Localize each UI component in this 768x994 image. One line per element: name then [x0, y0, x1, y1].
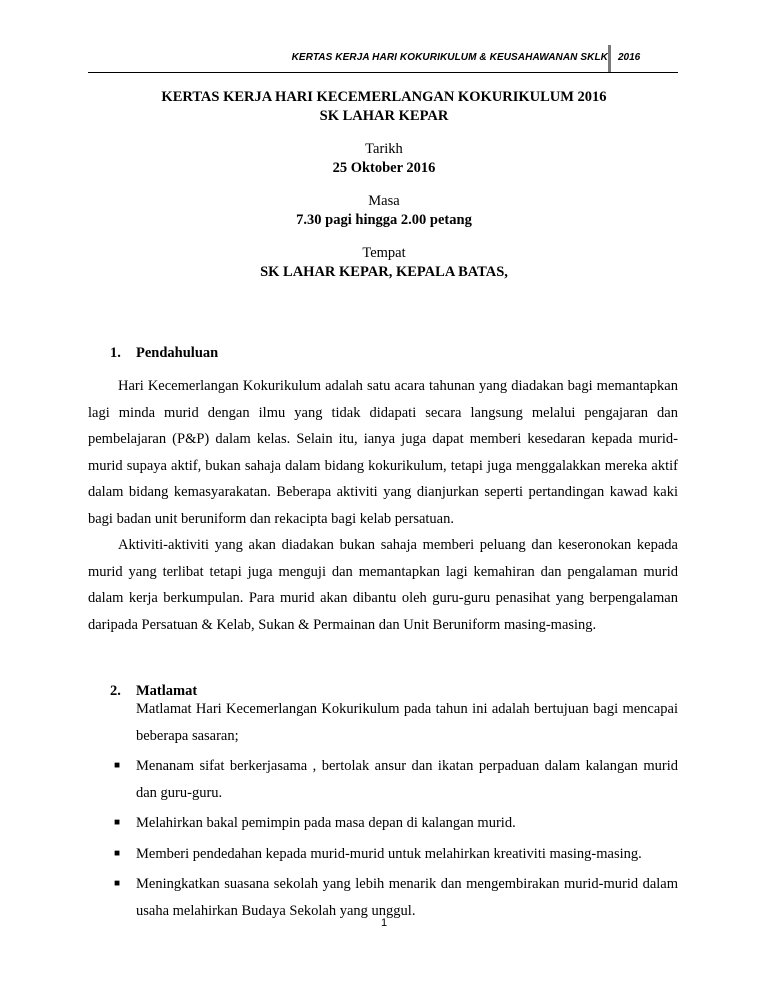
section-title: Pendahuluan — [136, 345, 219, 361]
page-number: 1 — [380, 917, 388, 929]
section-matlamat — [88, 683, 678, 924]
place-value: SK LAHAR KEPAR, KEPALA BATAS, — [260, 264, 508, 280]
list-item: ■ Menanam sifat berkerjasama , bertolak ansur dan ikatan perpaduan dalam kalangan murid dan guru-guru. — [88, 753, 678, 806]
time-label: Masa — [368, 193, 400, 209]
bullet-icon: ■ — [114, 847, 121, 859]
page-header — [0, 45, 768, 75]
time-value: 7.30 pagi hingga 2.00 petang — [296, 212, 472, 228]
date-value: 25 Oktober 2016 — [332, 160, 436, 176]
school-name: SK LAHAR KEPAR — [319, 108, 449, 124]
list-item: ■ Meningkatkan suasana sekolah yang lebih menarik dan mengembirakan murid-murid dalam usaha melahirkan Budaya Sekolah yang unggul. — [88, 871, 678, 924]
header-divider — [608, 45, 611, 72]
header-year: 2016 — [618, 52, 641, 63]
paragraph: Aktiviti-aktiviti yang akan diadakan bukan sahaja memberi peluang dan keseronokan kepada murid yang terlibat tetapi juga menguji dan memantapkan lagi kemahiran dan pengalaman murid dalam kerja berkumpulan. Para murid akan dibantu oleh guru-guru penasihat yang berpengalaman daripada Persatuan & Kelab, Sukan & Permainan dan Unit Beruniform masing-masing. — [88, 537, 678, 633]
bullet-icon: ■ — [114, 817, 121, 828]
matlamat-intro: Matlamat Hari Kecemerlangan Kokurikulum pada tahun ini adalah bertujuan bagi mencapai beberapa sasaran; — [136, 701, 678, 744]
document-title: KERTAS KERJA HARI KECEMERLANGAN KOKURIKULUM 2016 — [161, 89, 607, 105]
section-number: 2. — [110, 683, 121, 699]
header-title: KERTAS KERJA HARI KOKURIKULUM & KEUSAHAWANAN SKLK — [291, 52, 608, 63]
section-heading — [88, 683, 678, 700]
list-item: ■ Memberi pendedahan kepada murid-murid untuk melahirkan kreativiti masing-masing. — [88, 841, 678, 868]
paragraph: Hari Kecemerlangan Kokurikulum adalah satu acara tahunan yang diadakan bagi memantapkan lagi minda murid dengan ilmu yang tidak didapati secara langsung melalui pengajaran dan pembelajaran (P&P) dalam kelas. Selain itu, ianya juga dapat memberi kesedaran kepada murid-murid supaya aktif, bukan sahaja dalam bidang kokurikulum, tetapi juga menggalakkan mereka aktif dalam bidang kemasyarakatan. Beberapa aktiviti yang dianjurkan seperti pertandingan kawad kaki bagi badan unit beruniform dan rekacipta bagi kelab persatuan. — [88, 378, 678, 527]
bullet-icon: ■ — [114, 760, 121, 771]
section-heading — [88, 345, 678, 362]
title-block — [0, 88, 768, 282]
matlamat-list — [88, 753, 678, 924]
section-title: Matlamat — [136, 683, 198, 699]
place-label: Tempat — [362, 245, 406, 261]
section-number: 1. — [110, 345, 121, 361]
section-pendahuluan — [88, 345, 678, 638]
list-item: ■ Melahirkan bakal pemimpin pada masa depan di kalangan murid. — [88, 810, 678, 837]
bullet-icon: ■ — [114, 878, 121, 889]
date-label: Tarikh — [365, 141, 403, 157]
header-rule — [88, 72, 678, 73]
